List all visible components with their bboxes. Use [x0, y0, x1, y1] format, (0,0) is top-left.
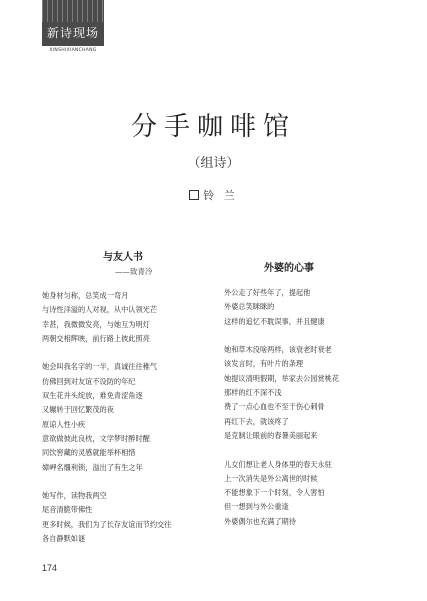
poem-line: 原谅人性小疾 — [42, 419, 86, 429]
poem-line: 不能想象下一个时刻，令人害怕 — [224, 488, 325, 498]
article-title: 分手咖啡馆 — [130, 112, 296, 142]
poem-line: 她提议清明假期，举家去公园赏桃花 — [224, 373, 340, 383]
poem-line: 那样的红不深不浅 — [224, 388, 282, 398]
poem-line: 这样的追忆不耽误事，并且健康 — [224, 316, 325, 326]
poem-line: 但一想到与外公重逢 — [224, 502, 289, 512]
page-number: 174 — [42, 563, 58, 573]
poem-line: 尾音清脆带佛性 — [42, 505, 93, 515]
section-pinyin: XINSHIXIANCHANG — [49, 48, 97, 53]
stanza-gap — [224, 443, 339, 457]
author-box-icon — [189, 190, 199, 200]
poem-line: 再红下去，就该疼了 — [224, 416, 289, 426]
poem-line: 该发言时，有叶片的条理 — [224, 359, 304, 369]
stanza-gap — [224, 329, 339, 343]
poem-line: 双生花并头绽放，难免青涩角逐 — [42, 391, 143, 401]
poem-left-dedication: ——致青冷 — [115, 267, 153, 276]
poem-line: 外公走了好些年了，提起他 — [224, 288, 311, 297]
poem-line: 她写作，读物我两空 — [42, 491, 107, 501]
stanza-gap — [42, 346, 171, 360]
poem-line: 同饮窖藏的灵感就能举杯相惜 — [42, 448, 136, 458]
poem-right-title: 外婆的心事 — [264, 263, 314, 274]
poem-line: 外婆偶尔也充满了期待 — [224, 516, 296, 526]
poem-line: 儿女们想让老人身体里的春天永驻 — [224, 459, 332, 469]
poem-line: 两朝交相辉映，前行路上彼此照亮 — [42, 333, 150, 343]
poem-line: 幸甚，我微微发亮，与她互为明灯 — [42, 319, 150, 329]
author-name: 铃 兰 — [203, 189, 238, 202]
poem-line: 意欲做彼此良枕，文学梦时醉时醒 — [42, 433, 150, 443]
poem-line: 又辗转于回忆繁茂的夜 — [42, 405, 114, 415]
poem-line: 更多时候，我们为了长存友谊而节约交往 — [42, 519, 172, 529]
poem-line: 上一次消失是外公离世的时候 — [224, 473, 318, 483]
header-stripe-pattern — [42, 0, 104, 22]
poem-line: 费了一点心血也不至于伤心刺骨 — [224, 402, 325, 412]
poem-line: 是克制让眼前的春暑美丽起来 — [224, 430, 318, 440]
poem-line: 仿佛回到对友谊不设防的年纪 — [42, 376, 136, 386]
poem-left-title: 与友人书 — [103, 252, 143, 263]
poem-line: 她身材匀称，总笑成一弯月 — [42, 291, 129, 300]
poem-right-body — [224, 286, 339, 529]
article-subtitle: （组诗） — [187, 156, 240, 171]
poem-line: 外婆总笑眯眯的 — [224, 302, 275, 312]
author-line — [0, 187, 427, 203]
poem-line: 嫜岬名缰利锁，溢出了有生之年 — [42, 462, 143, 472]
poem-line: 与诗性洋溢的人对视，从中认领光芒 — [42, 305, 158, 315]
poem-line: 她和草木没啥两样，该衰老时衰老 — [224, 345, 332, 355]
stanza-gap — [42, 475, 171, 489]
poem-left-body — [42, 289, 171, 546]
section-header-badge — [42, 0, 104, 46]
poem-line: 各自静默如谜 — [42, 534, 86, 544]
section-title: 新诗现场 — [46, 26, 99, 40]
poem-line: 她会叫我名字的一半，真诚往往稚气 — [42, 362, 158, 372]
